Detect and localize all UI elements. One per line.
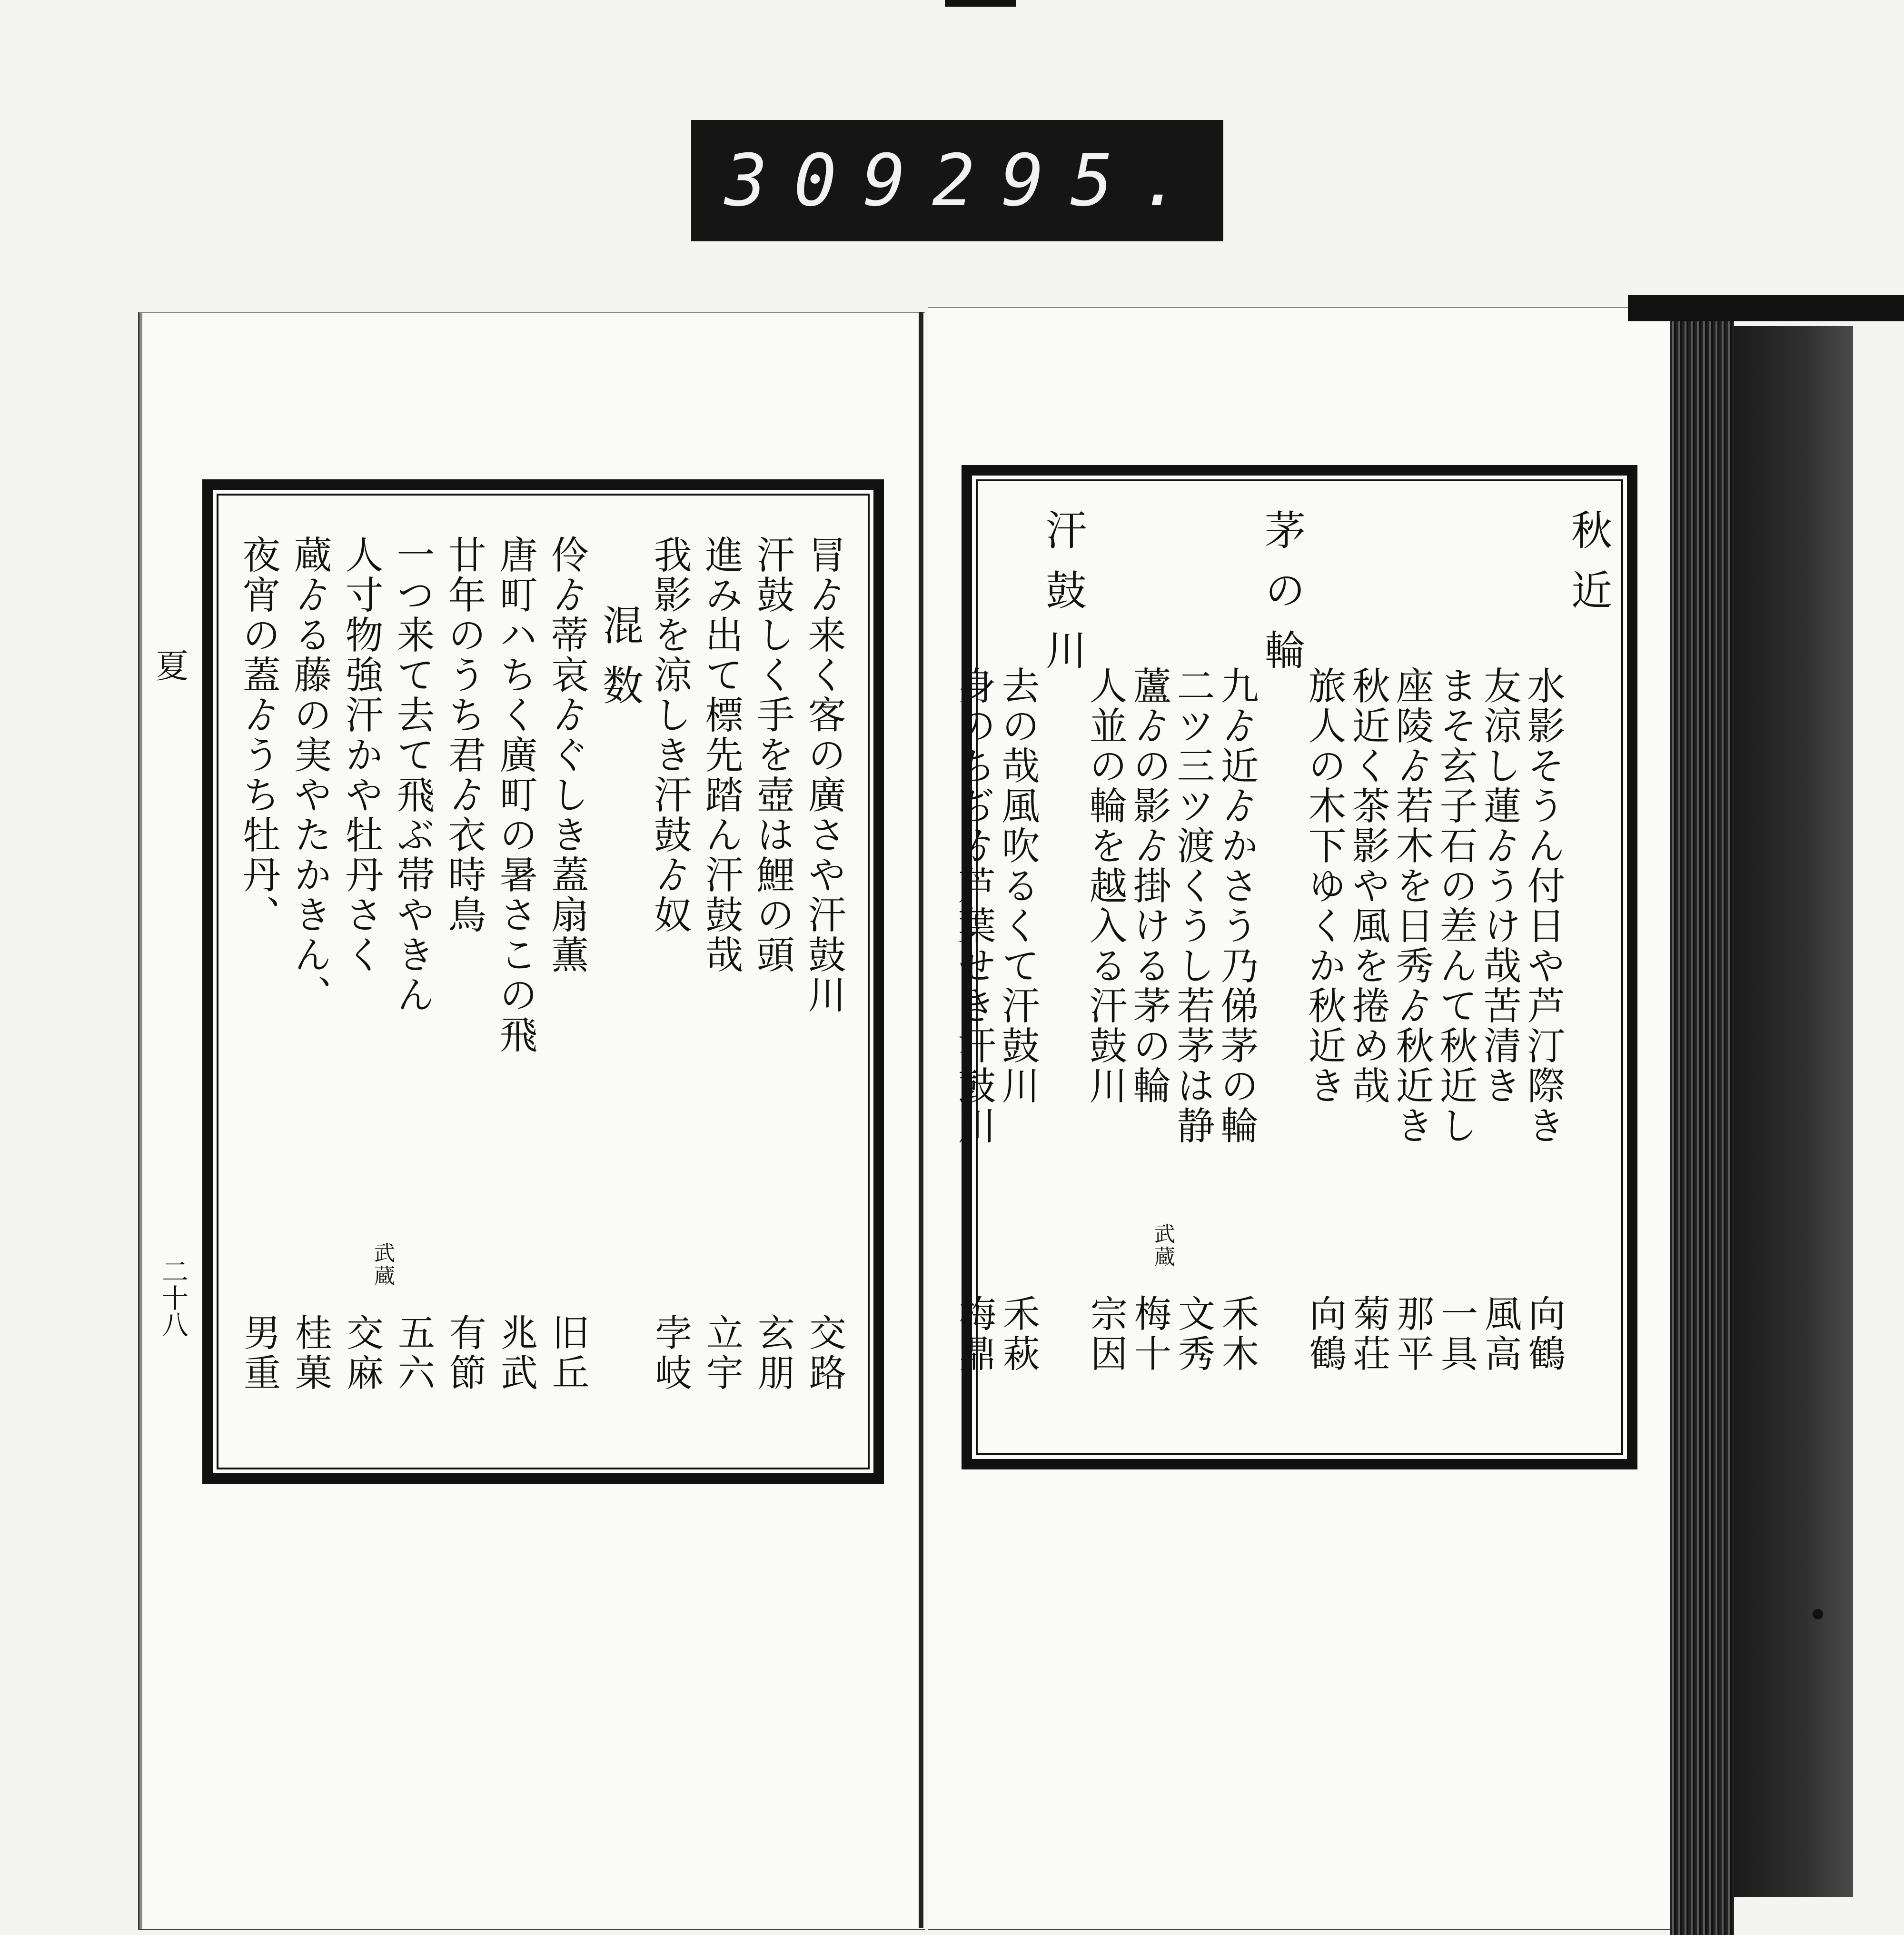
left-page bbox=[138, 312, 925, 1930]
right-text-frame bbox=[952, 465, 1637, 1469]
haiku-column bbox=[1127, 476, 1175, 1459]
haiku-column bbox=[648, 490, 695, 1473]
right-page bbox=[928, 307, 1692, 1930]
author-name: 梅鼎 bbox=[953, 1294, 996, 1374]
left-page-number: 二十八 bbox=[158, 1258, 188, 1338]
haiku-column bbox=[952, 476, 1000, 1459]
haiku-column bbox=[751, 490, 798, 1473]
verse-text: 人寸物強汗かや牡丹さく bbox=[339, 535, 383, 975]
verse-text: 汗鼓しく手を壺は鯉の頭 bbox=[750, 535, 794, 975]
haiku-column bbox=[1478, 476, 1525, 1459]
verse-text: 蔵ゟる藤の実やたかきん、 bbox=[288, 535, 332, 1015]
author-name: 梅十 bbox=[1128, 1294, 1171, 1374]
haiku-column bbox=[802, 490, 850, 1473]
section-heading bbox=[1040, 476, 1087, 1459]
haiku-column bbox=[545, 490, 593, 1473]
verse-text: 座陵ゟ若木を日秀ゟ秋近き bbox=[1389, 666, 1434, 1146]
counter-right-number: 295. bbox=[932, 139, 1209, 222]
verse-text: まそ玄子石の差んて秋近し bbox=[1433, 666, 1478, 1146]
verse-text: 旅人の木下ゆくか秋近き bbox=[1302, 666, 1346, 1106]
verse-text: 夜宵の蓋ゟうち牡丹、 bbox=[236, 535, 280, 935]
heading-text: 秋近 bbox=[1564, 509, 1612, 629]
page-edges bbox=[1670, 298, 1734, 1935]
province-note: 武蔵 bbox=[1150, 1223, 1175, 1269]
haiku-column bbox=[339, 490, 387, 1473]
author-name: 一具 bbox=[1435, 1294, 1478, 1374]
author-name: 宗因 bbox=[1084, 1294, 1127, 1374]
verse-text: 進み出て標先踏ん汗鼓哉 bbox=[699, 535, 743, 975]
author-name: 立宇 bbox=[700, 1313, 743, 1393]
verse-text: 九ゟ近ゟかさう乃俤茅の輪 bbox=[1214, 666, 1259, 1146]
left-margin-label: 夏 bbox=[150, 648, 189, 682]
author-name: 交麻 bbox=[340, 1313, 383, 1393]
author-name: 向鶴 bbox=[1522, 1294, 1565, 1374]
haiku-column bbox=[494, 490, 541, 1473]
counter-left-number: 309 bbox=[724, 139, 932, 222]
author-name: 男重 bbox=[238, 1313, 280, 1393]
author-name: 兆武 bbox=[495, 1313, 537, 1393]
verse-text: 友涼し蓮ゟうけ哉苦清き bbox=[1477, 666, 1521, 1106]
author-name: 風高 bbox=[1478, 1294, 1521, 1374]
haiku-column bbox=[442, 490, 490, 1473]
author-name: 旧丘 bbox=[546, 1313, 589, 1393]
film-frame-counter bbox=[691, 120, 1223, 241]
haiku-column bbox=[699, 490, 747, 1473]
haiku-column bbox=[237, 490, 284, 1473]
section-heading bbox=[596, 490, 644, 1473]
verse-text: 蘆ゟの影ゟ掛ける茅の輪 bbox=[1127, 666, 1171, 1106]
book-cover-edge bbox=[1734, 326, 1853, 1897]
haiku-column bbox=[288, 490, 336, 1473]
section-heading bbox=[1259, 476, 1306, 1459]
verse-text: 二ツ三ツ渡くうし若茅は静 bbox=[1170, 666, 1215, 1146]
verse-text: 一つ来て去て飛ぶ帯やきん bbox=[390, 535, 435, 1015]
author-name: 那平 bbox=[1391, 1294, 1434, 1374]
verse-text: 去の哉風吹るくて汗鼓川 bbox=[995, 666, 1040, 1106]
haiku-column bbox=[1150, 476, 1219, 1459]
heading-text: 茅の輪 bbox=[1258, 509, 1305, 689]
verse-text: 秋近く茶影や風を捲め哉 bbox=[1346, 666, 1390, 1106]
left-text-frame bbox=[202, 479, 884, 1484]
haiku-column bbox=[1346, 476, 1394, 1459]
section-heading bbox=[1565, 476, 1613, 1459]
author-name: 向鶴 bbox=[1303, 1294, 1346, 1374]
haiku-column bbox=[1302, 476, 1350, 1459]
cover-tab bbox=[1628, 295, 1904, 321]
author-name: 桂菓 bbox=[289, 1313, 332, 1393]
author-name: 禾萩 bbox=[997, 1294, 1040, 1374]
author-name: 交路 bbox=[803, 1313, 846, 1393]
verse-text: 唐町ハちく廣町の暑さこの飛 bbox=[493, 535, 537, 1055]
author-name: 文秀 bbox=[1172, 1294, 1215, 1374]
book-gutter bbox=[919, 312, 923, 1928]
verse-text: 我影を涼しき汗鼓ゟ奴 bbox=[647, 535, 692, 935]
author-name: 菊荘 bbox=[1347, 1294, 1390, 1374]
open-book bbox=[138, 298, 1692, 1935]
author-name: 五六 bbox=[392, 1313, 435, 1393]
author-name: 有節 bbox=[443, 1313, 486, 1393]
verse-text: 身のちぢゟ芦葉せき汗鼓川 bbox=[952, 666, 996, 1146]
film-dot bbox=[1813, 1609, 1823, 1619]
verse-text: 伶ゟ蒂哀ゟぐしき蓋扇薫 bbox=[545, 535, 589, 975]
verse-text: 廿年のうち君ゟ衣時鳥 bbox=[442, 535, 486, 935]
author-name: 禾木 bbox=[1216, 1294, 1259, 1374]
author-name: 孛岐 bbox=[649, 1313, 692, 1393]
verse-text: 人並の輪を越入る汗鼓川 bbox=[1083, 666, 1127, 1106]
haiku-column bbox=[1215, 476, 1262, 1459]
haiku-column bbox=[1521, 476, 1569, 1459]
haiku-column bbox=[996, 476, 1043, 1459]
author-name: 玄朋 bbox=[752, 1313, 794, 1393]
haiku-column bbox=[1434, 476, 1481, 1459]
heading-text: 混数 bbox=[595, 604, 643, 724]
haiku-column bbox=[1390, 476, 1438, 1459]
haiku-column bbox=[370, 490, 438, 1473]
verse-text: 冐ゟ来く客の廣さや汗鼓川 bbox=[802, 535, 846, 1015]
province-note: 武蔵 bbox=[370, 1242, 395, 1288]
heading-text: 汗鼓川 bbox=[1039, 509, 1086, 689]
film-edge-mark bbox=[945, 0, 1016, 7]
haiku-column bbox=[1083, 476, 1131, 1459]
verse-text: 水影そうん付日や芦汀際き bbox=[1521, 666, 1565, 1146]
